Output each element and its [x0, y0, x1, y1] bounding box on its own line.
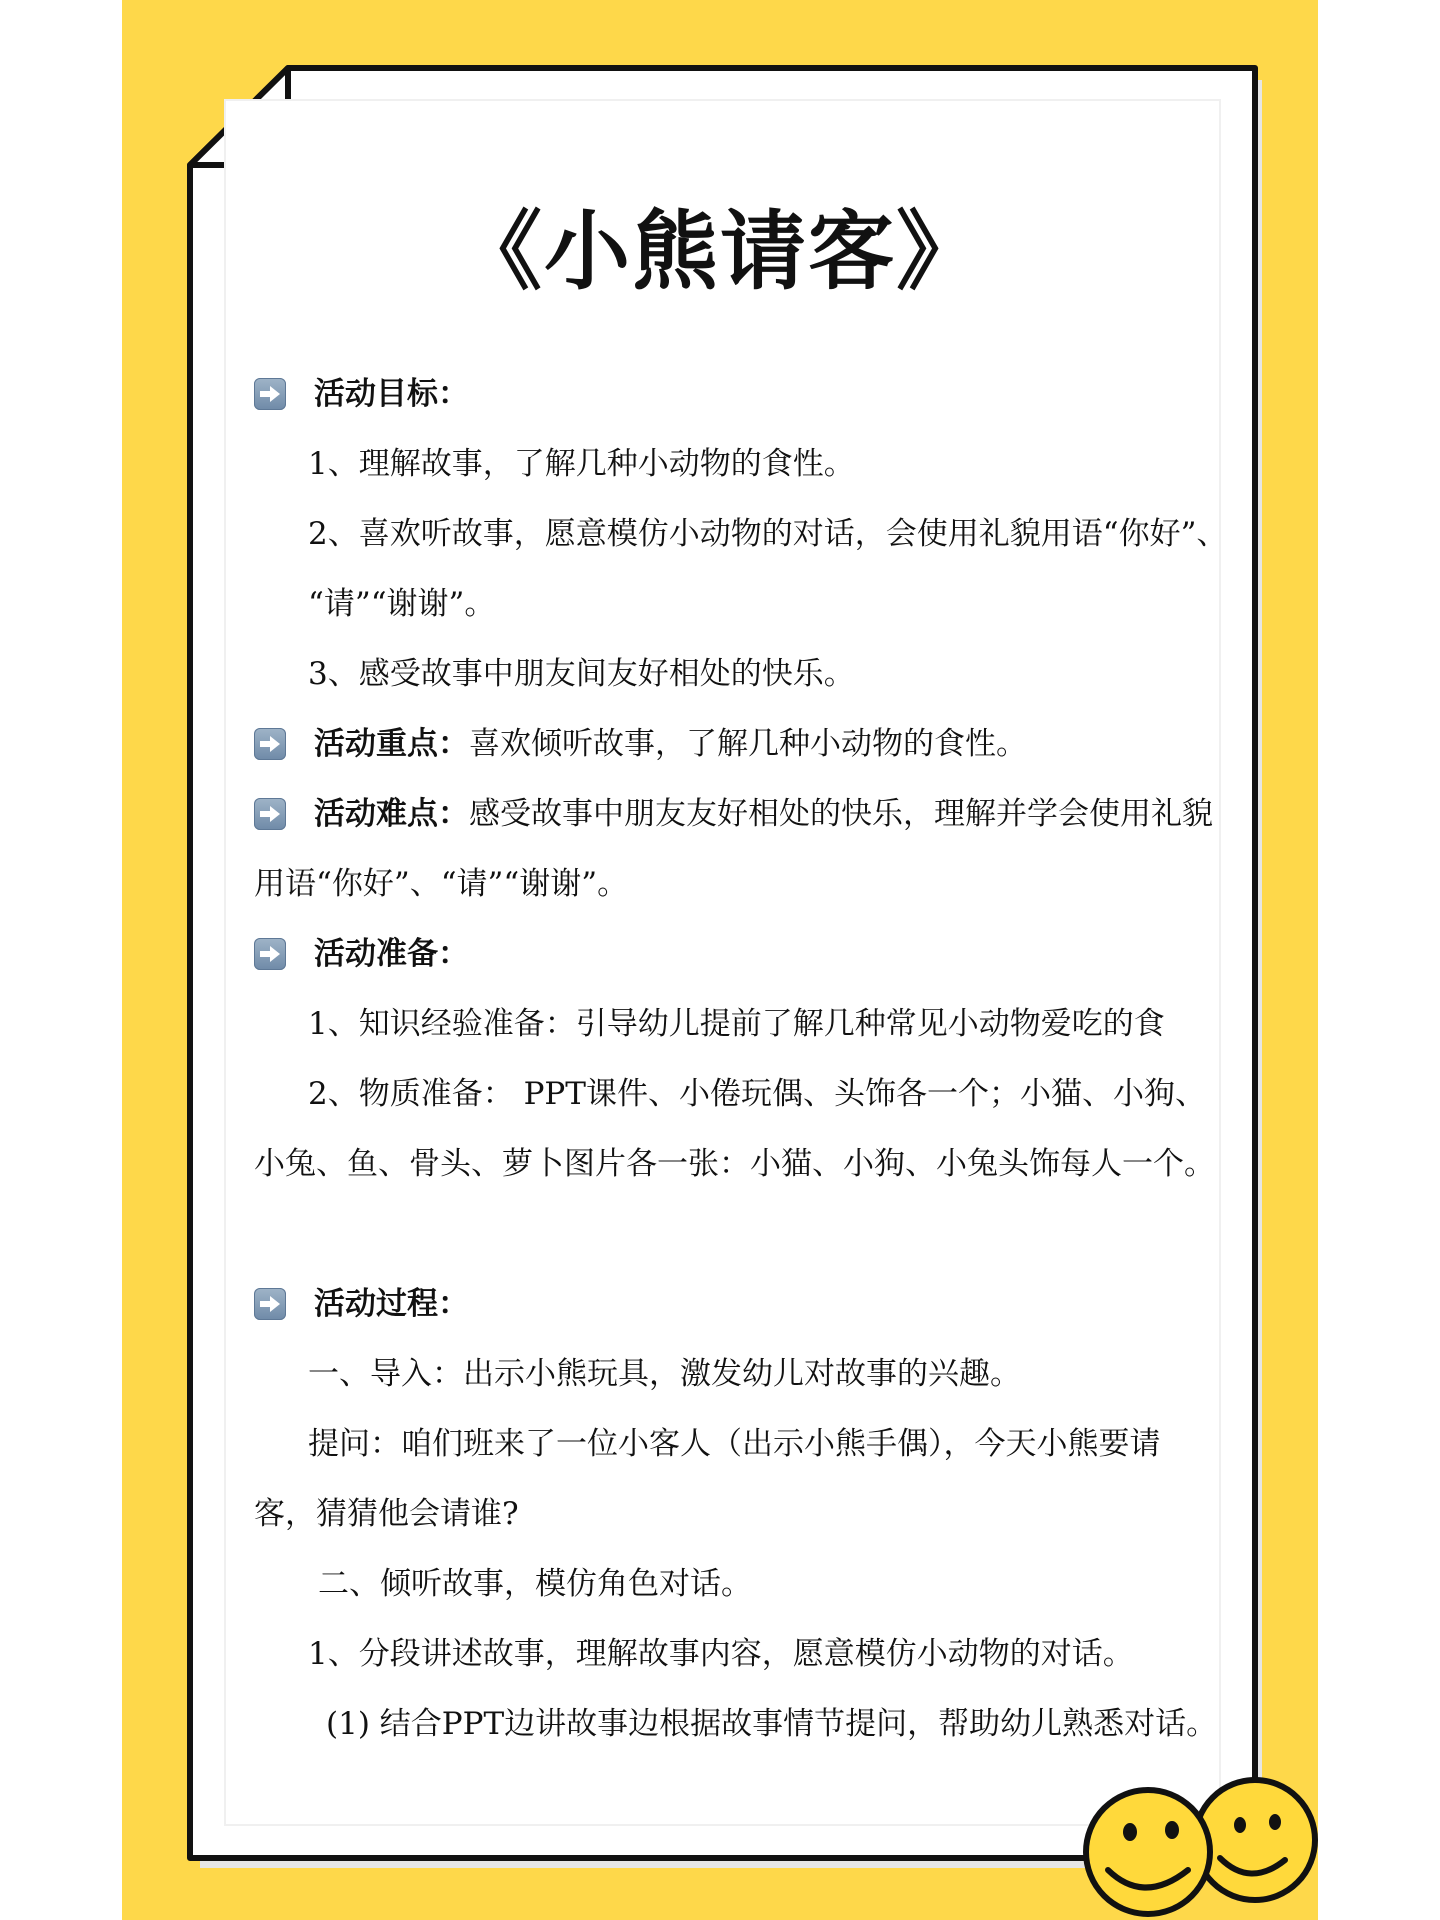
- goal-2b: “请”“谢谢”。: [308, 586, 496, 622]
- arrow-right-icon: [254, 798, 286, 830]
- prep-1: 1、知识经验准备：引导幼儿提前了解几种常见小动物爱吃的食: [308, 1006, 1165, 1042]
- smiley-face-icon: [1080, 1770, 1330, 1920]
- key-text: 喜欢倾听故事，了解几种小动物的食性。: [469, 726, 1027, 762]
- arrow-right-icon: [254, 728, 286, 760]
- key-point-line: [314, 724, 1027, 764]
- process-4: 1、分段讲述故事，理解故事内容，愿意模仿小动物的对话。: [308, 1636, 1134, 1672]
- process-3: 二、倾听故事，模仿角色对话。: [318, 1566, 752, 1602]
- goal-2a: 2、喜欢听故事，愿意模仿小动物的对话，会使用礼貌用语“你好”、: [308, 516, 1228, 552]
- key-heading: 活动重点：: [314, 726, 469, 762]
- process-2b: 客，猜猜他会请谁?: [254, 1496, 519, 1532]
- arrow-right-icon: [254, 938, 286, 970]
- difficulty-heading: 活动难点：: [314, 796, 469, 832]
- goals-heading: 活动目标：: [314, 376, 469, 412]
- goal-3: 3、感受故事中朋友间友好相处的快乐。: [308, 656, 855, 692]
- difficulty-text-a: 感受故事中朋友友好相处的快乐，理解并学会使用礼貌: [469, 796, 1213, 832]
- page-title: 《小熊请客》: [456, 202, 984, 302]
- difficulty-text-b: 用语“你好”、“请”“谢谢”。: [254, 866, 629, 902]
- prep-2b: 小兔、鱼、骨头、萝卜图片各一张：小猫、小狗、小兔头饰每人一个。: [254, 1146, 1215, 1182]
- prep-heading: 活动准备：: [314, 936, 469, 972]
- goal-1: 1、理解故事，了解几种小动物的食性。: [308, 446, 855, 482]
- process-1: 一、导入：出示小熊玩具，激发幼儿对故事的兴趣。: [308, 1356, 1021, 1392]
- process-2a: 提问：咱们班来了一位小客人（出示小熊手偶），今天小熊要请: [308, 1426, 1161, 1462]
- difficulty-line: [314, 794, 1213, 834]
- process-heading: 活动过程：: [314, 1286, 469, 1322]
- process-5: (1) 结合PPT边讲故事边根据故事情节提问，帮助幼儿熟悉对话。: [326, 1706, 1218, 1742]
- arrow-right-icon: [254, 378, 286, 410]
- arrow-right-icon: [254, 1288, 286, 1320]
- prep-2a: 2、物质准备： PPT课件、小倦玩偶、头饰各一个；小猫、小狗、: [308, 1076, 1206, 1112]
